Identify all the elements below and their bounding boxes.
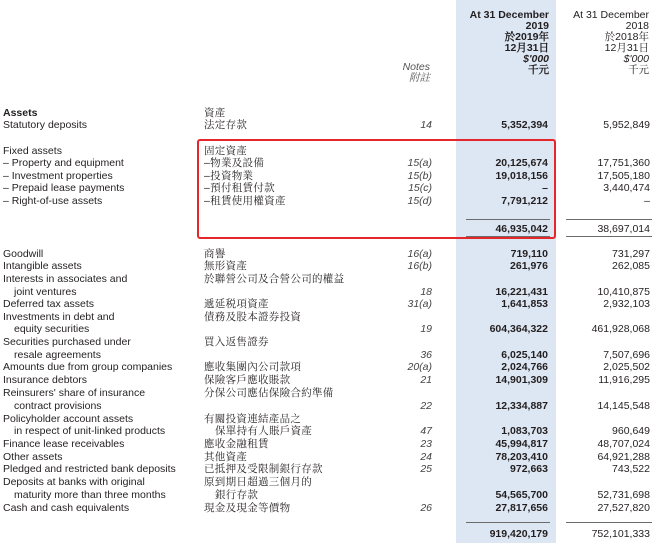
row-value-2018: 743,522 <box>612 463 650 475</box>
row-label-en: Securities purchased under <box>3 336 131 348</box>
row-value-2019: 2,024,766 <box>501 361 548 373</box>
header-2019-date-zh: 12月31日 <box>504 42 549 54</box>
row-value-2018: – <box>644 195 650 207</box>
row-label-en: Statutory deposits <box>3 119 88 131</box>
row-label-en: Fixed assets <box>3 145 62 157</box>
row-value-2018: 10,410,875 <box>597 286 650 298</box>
row-value-2019: 5,352,394 <box>501 119 548 131</box>
table-row <box>0 361 660 373</box>
row-label-en: Interests in associates and <box>3 273 128 285</box>
row-note: 15(b) <box>407 170 432 182</box>
table-row <box>0 298 660 310</box>
table-row <box>0 476 660 488</box>
row-value-2019: 16,221,431 <box>495 286 548 298</box>
row-note: 22 <box>420 400 432 412</box>
notes-header-en: Notes <box>402 61 430 73</box>
row-value-2018: 27,527,820 <box>597 502 650 514</box>
notes-column-header <box>380 62 430 84</box>
table-row <box>0 387 660 399</box>
row-note: 15(d) <box>407 195 432 207</box>
row-label-zh: –投資物業 <box>204 170 254 182</box>
table-row <box>0 502 660 514</box>
row-label-zh: 應收金融租賃 <box>204 438 269 450</box>
row-note: 19 <box>420 323 432 335</box>
table-row <box>0 260 660 272</box>
table-row <box>0 336 660 348</box>
row-label-zh: 保險客戶應收賬款 <box>204 374 291 386</box>
table-row <box>0 400 660 412</box>
row-label-zh: 商譽 <box>204 248 226 260</box>
header-2019-year-zh: 於2019年 <box>504 31 549 43</box>
header-2018-unit: $'000 <box>623 53 649 65</box>
row-value-2018: 731,297 <box>612 248 650 260</box>
row-label-en: Deposits at banks with original <box>3 476 145 488</box>
row-label-zh: 買入返售證券 <box>204 336 269 348</box>
row-value-2019: 45,994,817 <box>495 438 548 450</box>
row-value-2019: 6,025,140 <box>501 349 548 361</box>
row-value-2018: 38,697,014 <box>597 223 650 235</box>
row-label-en: Finance lease receivables <box>3 438 125 450</box>
row-value-2019: 1,083,703 <box>501 425 548 437</box>
table-row <box>0 349 660 361</box>
header-2019-year: 2019 <box>525 20 549 32</box>
subtotal-rule-bottom-2018 <box>566 236 652 237</box>
row-value-2018: 2,932,103 <box>603 298 650 310</box>
row-note: 25 <box>420 463 432 475</box>
row-label-en: Investments in debt and <box>3 311 115 323</box>
table-row <box>0 528 660 540</box>
row-label-zh: 法定存款 <box>204 119 248 131</box>
row-label-zh: 現金及現金等價物 <box>204 502 291 514</box>
row-label-en: Cash and cash equivalents <box>3 502 130 514</box>
row-label-zh: 已抵押及受限制銀行存款 <box>204 463 323 475</box>
row-label-zh: 分保公司應佔保險合約準備 <box>204 387 334 399</box>
row-value-2019: 719,110 <box>510 248 548 260</box>
row-label-zh: 有關投資連結產品之 <box>204 413 302 425</box>
row-value-2019: 261,976 <box>510 260 548 272</box>
row-value-2018: 5,952,849 <box>603 119 650 131</box>
table-row <box>0 413 660 425</box>
row-label-en: joint ventures <box>14 286 77 298</box>
table-row <box>0 286 660 298</box>
table-row <box>0 119 660 131</box>
row-note: 26 <box>420 502 432 514</box>
row-value-2018: 14,145,548 <box>597 400 650 412</box>
row-note: 15(a) <box>407 157 432 169</box>
table-row <box>0 438 660 450</box>
row-label-zh: 原到期日超過三個月的 <box>204 476 312 488</box>
row-label-zh: –租賃使用權資產 <box>204 195 286 207</box>
table-row <box>0 248 660 260</box>
row-label-en: – Right-of-use assets <box>3 195 103 207</box>
row-note: 16(a) <box>407 248 432 260</box>
row-value-2019: 1,641,853 <box>501 298 548 310</box>
row-note: 47 <box>420 425 432 437</box>
row-label-zh: –預付租賃付款 <box>204 182 275 194</box>
row-label-zh: 其他資產 <box>204 451 248 463</box>
header-2018-unit-zh: 千元 <box>628 64 649 76</box>
row-label-en: Policyholder account assets <box>3 413 134 425</box>
row-label-zh: 保單持有人賬戶資產 <box>215 425 313 437</box>
row-value-2018: 7,507,696 <box>603 349 650 361</box>
table-row <box>0 374 660 386</box>
row-value-2018: 960,649 <box>612 425 650 437</box>
row-label-zh: 債務及股本證券投資 <box>204 311 302 323</box>
table-row <box>0 107 660 119</box>
table-row <box>0 463 660 475</box>
row-value-2019: 54,565,700 <box>495 489 548 501</box>
row-note: 31(a) <box>407 298 432 310</box>
row-label-zh: 無形資產 <box>204 260 248 272</box>
row-value-2019: 919,420,179 <box>489 528 548 540</box>
row-label-en: Other assets <box>3 451 63 463</box>
row-note: 23 <box>420 438 432 450</box>
row-label-en: Goodwill <box>3 248 44 260</box>
row-label-en: Intangible assets <box>3 260 82 272</box>
row-label-en: Reinsurers' share of insurance <box>3 387 146 399</box>
row-label-en: Pledged and restricted bank deposits <box>3 463 176 475</box>
column-header-2018 <box>545 10 649 76</box>
header-2018-year: 2018 <box>625 20 649 32</box>
row-value-2019: 604,364,322 <box>489 323 548 335</box>
row-value-2019: 78,203,410 <box>495 451 548 463</box>
row-label-zh: 遞延税項資產 <box>204 298 269 310</box>
row-value-2019: – <box>542 182 548 194</box>
row-label-en: – Property and equipment <box>3 157 124 169</box>
row-label-en: maturity more than three months <box>14 489 166 501</box>
row-value-2018: 64,921,288 <box>597 451 650 463</box>
row-value-2018: 461,928,068 <box>591 323 650 335</box>
fixed-assets-highlight-box <box>197 139 556 239</box>
row-note: 16(b) <box>407 260 432 272</box>
row-label-en: Amounts due from group companies <box>3 361 173 373</box>
row-value-2018: 17,505,180 <box>597 170 650 182</box>
total-rule-2019 <box>466 522 550 523</box>
row-value-2019: 14,901,309 <box>495 374 548 386</box>
row-label-zh: 銀行存款 <box>215 489 259 501</box>
row-value-2018: 11,916,295 <box>598 374 650 386</box>
row-label-zh: 資產 <box>204 107 226 119</box>
row-label-en: equity securities <box>14 323 90 335</box>
row-label-en: Deferred tax assets <box>3 298 95 310</box>
row-label-zh: 於聯營公司及合營公司的權益 <box>204 273 345 285</box>
row-value-2018: 52,731,698 <box>597 489 650 501</box>
table-row <box>0 489 660 501</box>
row-label-en: in respect of unit-linked products <box>14 425 166 437</box>
notes-header-zh: 附註 <box>409 72 430 84</box>
table-row <box>0 311 660 323</box>
table-row <box>0 451 660 463</box>
row-value-2019: 12,334,887 <box>495 400 548 412</box>
header-2018-date: At 31 December <box>573 9 649 21</box>
row-note: 14 <box>420 119 432 131</box>
row-note: 15(c) <box>408 182 432 194</box>
subtotal-rule-2018 <box>566 219 652 220</box>
row-value-2019: 972,663 <box>510 463 548 475</box>
row-label-zh: 應收集團內公司款項 <box>204 361 302 373</box>
row-value-2019: 46,935,042 <box>495 223 548 235</box>
row-value-2018: 752,101,333 <box>591 528 650 540</box>
row-value-2018: 262,085 <box>612 260 650 272</box>
row-note: 18 <box>420 286 432 298</box>
row-value-2018: 48,707,024 <box>597 438 650 450</box>
header-2019-unit: $'000 <box>523 53 549 65</box>
row-value-2018: 17,751,360 <box>597 157 650 169</box>
row-value-2019: 19,018,156 <box>495 170 548 182</box>
row-note: 36 <box>420 349 432 361</box>
row-note: 20(a) <box>407 361 432 373</box>
column-header-2019 <box>440 10 549 76</box>
row-label-en: – Prepaid lease payments <box>3 182 125 194</box>
row-value-2019: 20,125,674 <box>495 157 548 169</box>
row-note: 21 <box>420 374 432 386</box>
row-note: 24 <box>420 451 432 463</box>
header-2019-unit-zh: 千元 <box>528 64 549 76</box>
row-label-en: Assets <box>3 107 38 119</box>
table-row <box>0 425 660 437</box>
row-value-2019: 7,791,212 <box>501 195 548 207</box>
table-row <box>0 273 660 285</box>
row-label-en: contract provisions <box>14 400 102 412</box>
row-label-zh: –物業及設備 <box>204 157 265 169</box>
row-label-en: – Investment properties <box>3 170 113 182</box>
row-value-2019: 27,817,656 <box>495 502 548 514</box>
row-value-2018: 2,025,502 <box>603 361 650 373</box>
header-2019-date: At 31 December <box>469 9 549 21</box>
row-value-2018: 3,440,474 <box>603 182 650 194</box>
table-row <box>0 323 660 335</box>
header-2018-date-zh: 12月31日 <box>604 42 649 54</box>
row-label-zh: 固定資產 <box>204 145 248 157</box>
header-2018-year-zh: 於2018年 <box>604 31 649 43</box>
total-rule-2018 <box>566 522 652 523</box>
row-label-en: Insurance debtors <box>3 374 88 386</box>
row-label-en: resale agreements <box>14 349 101 361</box>
